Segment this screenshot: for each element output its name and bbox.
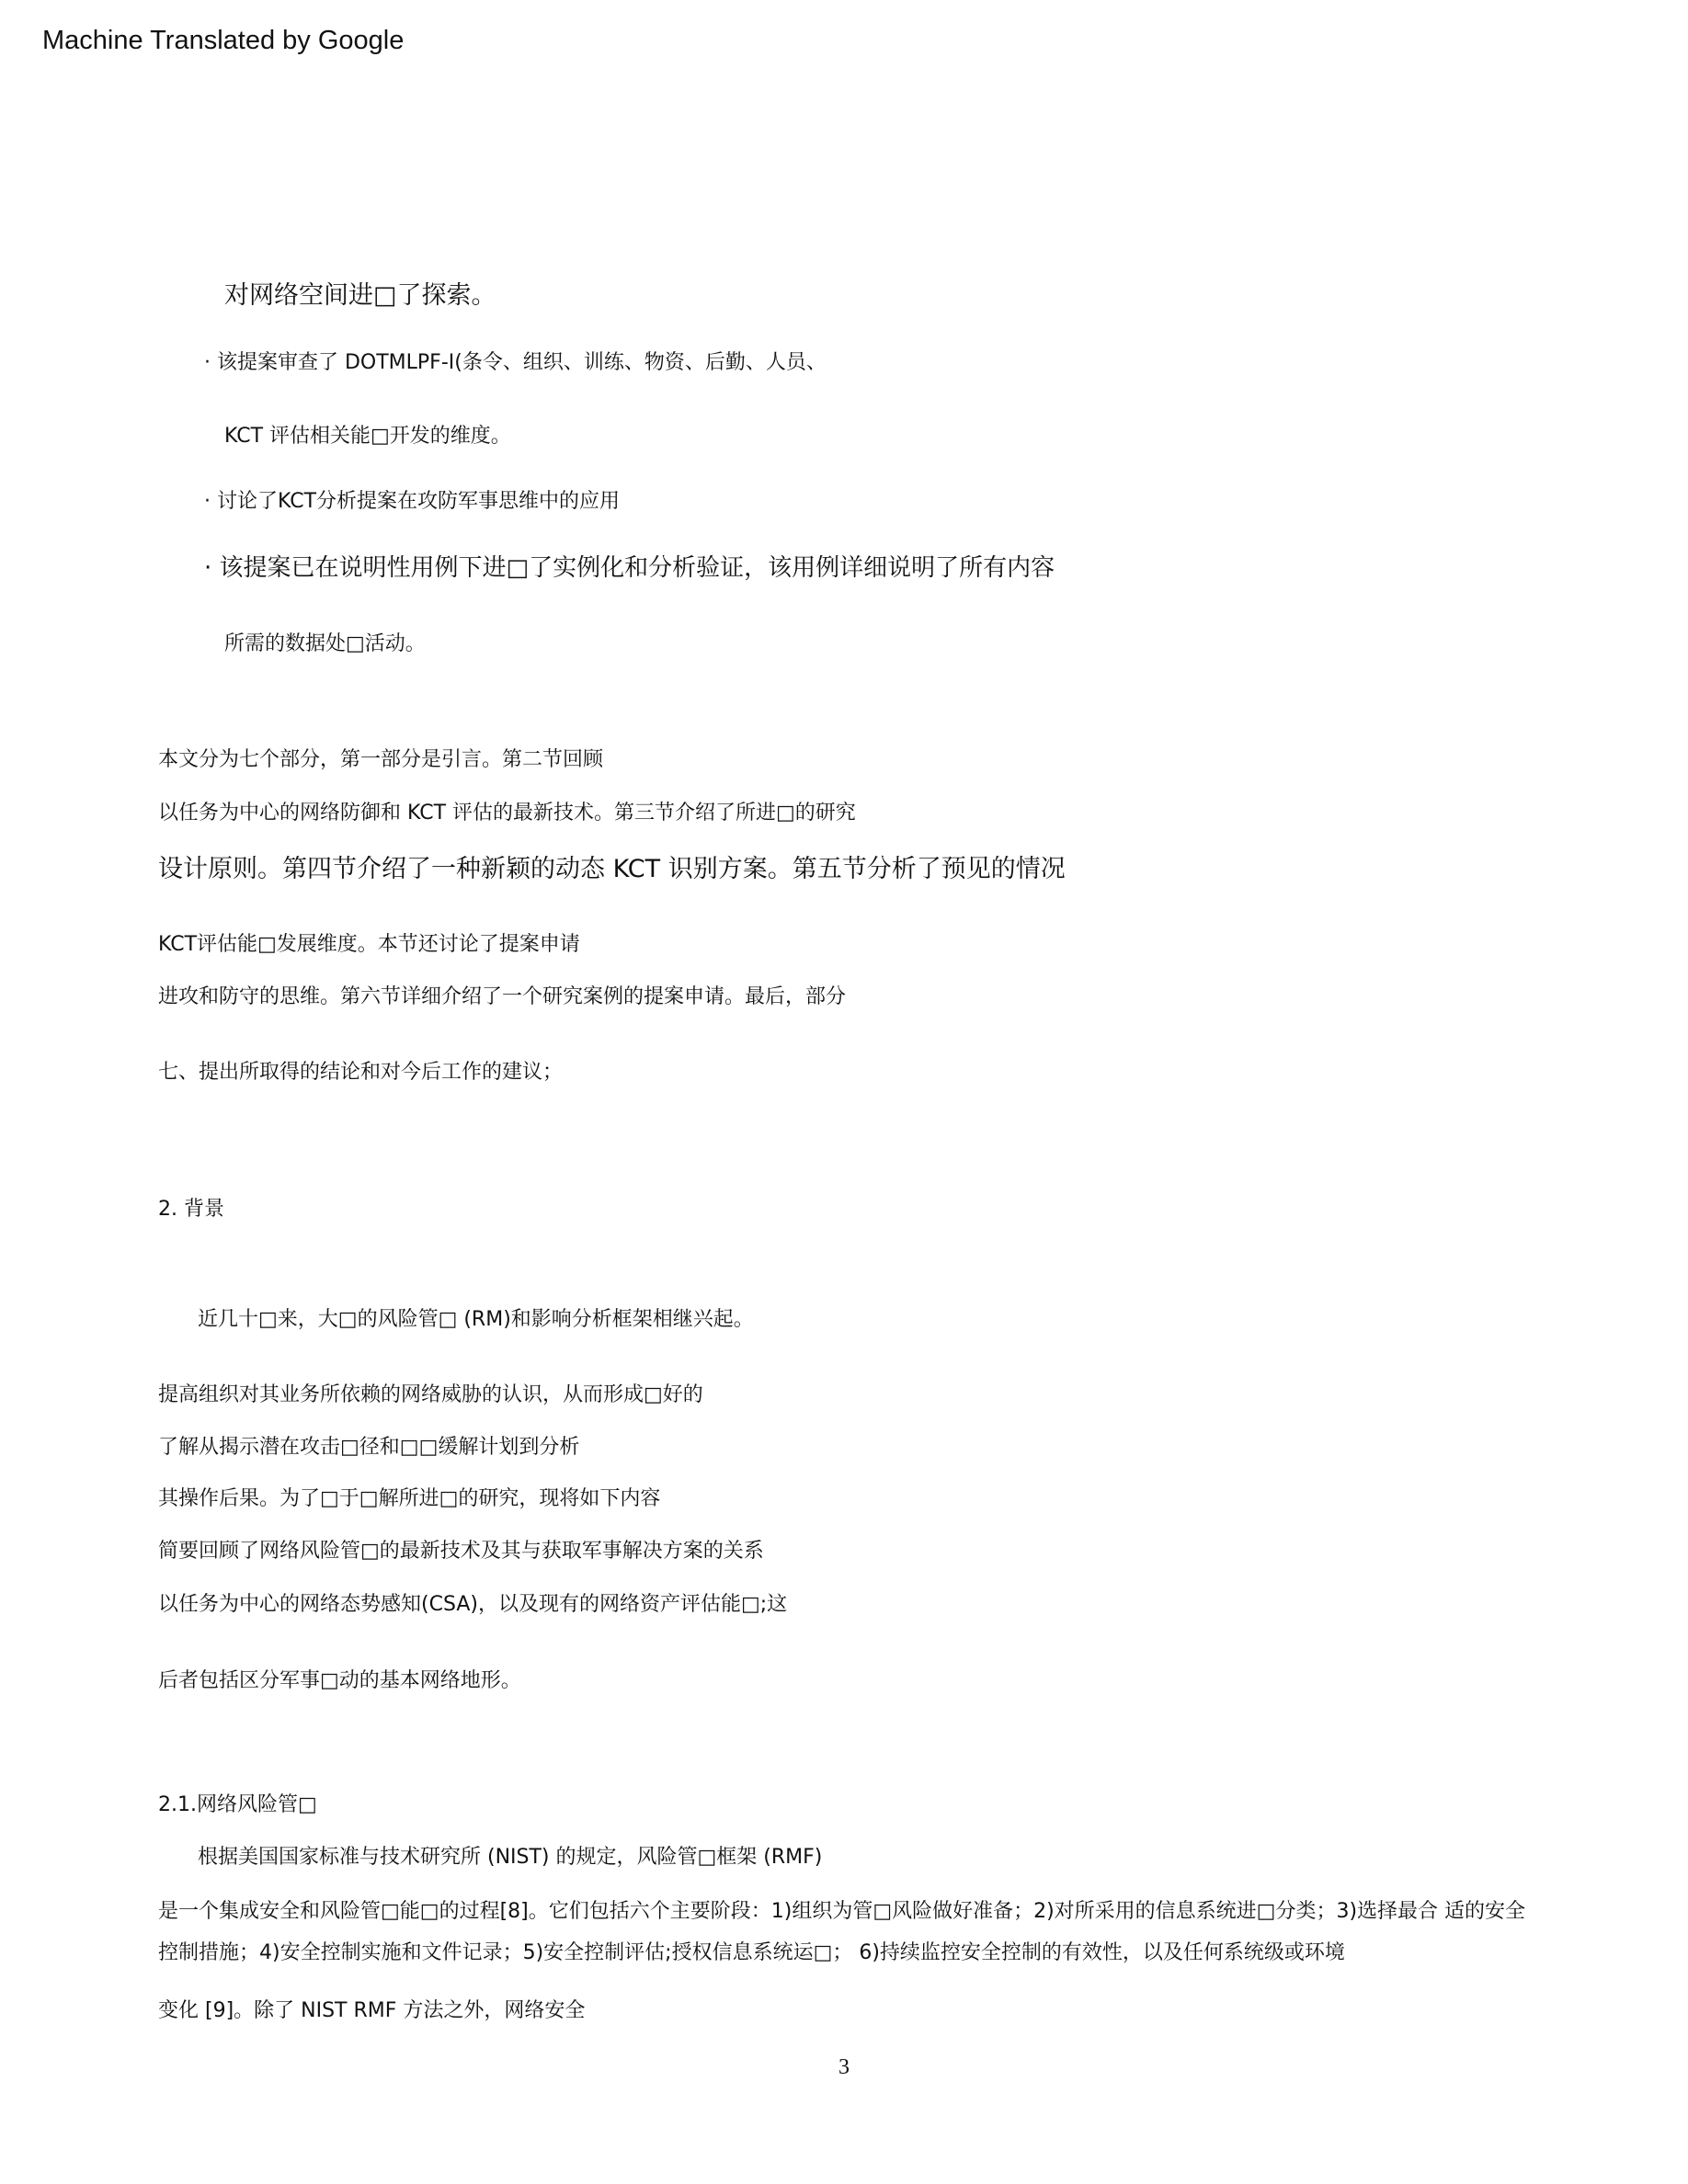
paragraph-line: 以任务为中心的网络态势感知(CSA)，以及现有的网络资产评估能□;这 xyxy=(158,1593,788,1616)
bullet-item: · 讨论了KCT分析提案在攻防军事思维中的应用 xyxy=(204,490,621,513)
paragraph-line: 是一个集成安全和风险管□能□的过程[8]。它们包括六个主要阶段：1)组织为管□风险做好准备；2)对所采用的信息系统进□分类；3)选择最合 适的安全 xyxy=(158,1900,1526,1923)
paragraph-line: 本文分为七个部分，第一部分是引言。第二节回顾 xyxy=(158,748,604,771)
machine-translation-watermark: Machine Translated by Google xyxy=(42,26,405,55)
paragraph-line: 七、提出所取得的结论和对今后工作的建议； xyxy=(158,1061,564,1084)
subsection-heading: 2.1.网络风险管□ xyxy=(158,1793,317,1816)
bullet-continuation-line: 对网络空间进□了探索。 xyxy=(224,281,496,310)
paragraph-line: 了解从揭示潜在攻击□径和□□缓解计划到分析 xyxy=(158,1436,580,1459)
paragraph-line: 根据美国国家标准与技术研究所 (NIST) 的规定，风险管□框架 (RMF) xyxy=(198,1846,823,1869)
paragraph-line: 设计原则。第四节介绍了一种新颖的动态 KCT 识别方案。第五节分析了预见的情况 xyxy=(158,855,1066,883)
bullet-continuation-line: KCT 评估相关能□开发的维度。 xyxy=(224,425,511,448)
paragraph-line: 变化 [9]。除了 NIST RMF 方法之外，网络安全 xyxy=(158,1999,586,2022)
page-number: 3 xyxy=(838,2055,850,2079)
paragraph-line: 其操作后果。为了□于□解所进□的研究，现将如下内容 xyxy=(158,1487,661,1510)
paragraph-line: 后者包括区分军事□动的基本网络地形。 xyxy=(158,1669,521,1692)
paragraph-line: 控制措施；4)安全控制实施和文件记录；5)安全控制评估;授权信息系统运□； 6)持续监控安全控制的有效性，以及任何系统级或环境 xyxy=(158,1941,1345,1964)
section-heading: 2. 背景 xyxy=(158,1198,224,1221)
paragraph-line: 进攻和防守的思维。第六节详细介绍了一个研究案例的提案申请。最后，部分 xyxy=(158,985,847,1008)
bullet-item: · 该提案审查了 DOTMLPF-I(条令、组织、训练、物资、后勤、人员、 xyxy=(204,351,827,374)
paragraph-line: 以任务为中心的网络防御和 KCT 评估的最新技术。第三节介绍了所进□的研究 xyxy=(158,802,856,825)
paragraph-line: 提高组织对其业务所依赖的网络威胁的认识，从而形成□好的 xyxy=(158,1383,703,1406)
bullet-continuation-line: 所需的数据处□活动。 xyxy=(224,632,426,655)
paragraph-line: KCT评估能□发展维度。本节还讨论了提案申请 xyxy=(158,933,580,956)
bullet-item: · 该提案已在说明性用例下进□了实例化和分析验证，该用例详细说明了所有内容 xyxy=(204,554,1055,582)
paragraph-line: 近几十□来，大□的风险管□ (RM)和影响分析框架相继兴起。 xyxy=(198,1308,754,1331)
paragraph-line: 简要回顾了网络风险管□的最新技术及其与获取军事解决方案的关系 xyxy=(158,1540,764,1563)
